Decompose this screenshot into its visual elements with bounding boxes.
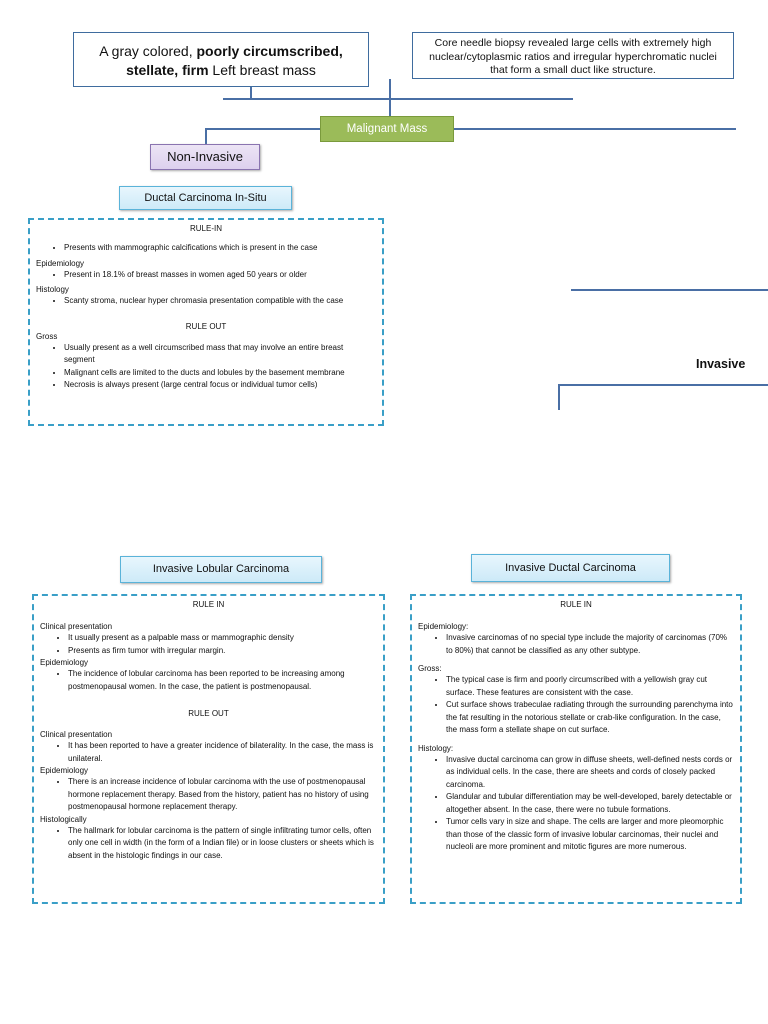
list-item: • Tumor cells vary in size and shape. The cells are larger and more pleomorphic than those of the classic form of invasive lobular carcinomas, their nuclei and nucleoli are more prominent and mitotic figures are more numerous. [446, 816, 734, 854]
case-description-tail: Left breast mass [208, 62, 316, 78]
ilc-rule-out-heading: RULE OUT [188, 709, 229, 718]
dcis-histo-list [36, 295, 376, 308]
ilc-clin2-list [40, 740, 377, 765]
non-invasive-label: Non-Invasive [167, 149, 243, 164]
connector-line [223, 98, 573, 100]
list-item: • There is an increase incidence of lobular carcinoma with the use of postmenopausal hormone replacement therapy. Based from the history, patient has no history of using postmenopausal hormone replacement therapy. [68, 776, 377, 814]
idc-label: Invasive Ductal Carcinoma [505, 562, 636, 574]
list-item: • Scanty stroma, nuclear hyper chromasia presentation compatible with the case [64, 295, 376, 308]
ilc-epi-heading: Epidemiology [40, 658, 89, 667]
list-item: • Glandular and tubular differentiation may be well-developed, barely detectable or altogether absent. In the case, there were no tubule formations. [446, 791, 734, 816]
list-item: • The incidence of lobular carcinoma has been reported to be increasing among postmenopausal women. In the case, the patient is postmenopausal. [68, 668, 377, 693]
dcis-histo-heading: Histology [36, 285, 69, 294]
idc-gross-list [418, 674, 734, 737]
ilc-node [120, 556, 322, 583]
ilc-clin-heading: Clinical presentation [40, 622, 113, 631]
ilc-rule-in-heading: RULE IN [192, 600, 225, 609]
ilc-clin2-heading: Clinical presentation [40, 730, 113, 739]
case-description-box [73, 32, 369, 87]
list-item: • The typical case is firm and poorly circumscribed with a yellowish gray cut surface. These features are consistent with the case. [446, 674, 734, 699]
list-item: • It usually present as a palpable mass or mammographic density [68, 632, 377, 645]
idc-histo-list [418, 754, 734, 854]
biopsy-finding-box [412, 32, 734, 79]
ilc-epi2-list [40, 776, 377, 814]
dcis-epi-heading: Epidemiology [36, 258, 85, 268]
dcis-gross-heading: Gross [36, 331, 58, 341]
ilc-histo-heading: Histologically [40, 814, 87, 824]
malignant-mass-label: Malignant Mass [346, 123, 428, 135]
idc-epi-list [418, 632, 734, 657]
list-item: • Malignant cells are limited to the ducts and lobules by the basement membrane [64, 367, 376, 380]
case-description-bold: poorly circumscribed, stellate, firm [126, 43, 343, 78]
dcis-panel [28, 218, 384, 426]
invasive-label: Invasive [696, 357, 746, 371]
case-description-plain: A gray colored, [99, 43, 197, 59]
idc-rule-in-heading: RULE IN [560, 600, 592, 609]
dcis-rule-in-list [36, 242, 376, 255]
list-item: • Usually present as a well circumscribed mass that may involve an entire breast segment [64, 342, 376, 367]
ilc-histo-list [40, 825, 377, 863]
list-item: • Presents with mammographic calcifications which is present in the case [64, 242, 376, 255]
non-invasive-node [150, 144, 260, 170]
connector-line [571, 289, 768, 291]
ilc-clin-list [40, 632, 377, 657]
malignant-mass-node [320, 116, 454, 142]
list-item: • Cut surface shows trabeculae radiating through the surrounding parenchyma into the fat resulting in the notorious stellate or crab-like configuration. In the case, the mass form a stellate shape on cut surface. [446, 699, 734, 737]
list-item: • Present in 18.1% of breast masses in women aged 50 years or older [64, 269, 376, 282]
connector-line [558, 384, 768, 386]
idc-epi-heading: Epidemiology: [418, 622, 469, 631]
connector-line [389, 79, 391, 117]
dcis-epi-list [36, 269, 376, 282]
ilc-label: Invasive Lobular Carcinoma [152, 563, 290, 575]
list-item: • Invasive ductal carcinoma can grow in diffuse sheets, well-defined nests cords or as individual cells. In the case, there are sheets and cords of closely packed carcinoma. [446, 754, 734, 792]
idc-histo-heading: Histology: [418, 743, 454, 753]
biopsy-finding-text: Core needle biopsy revealed large cells with extremely high nuclear/cytoplasmic ratios and irregular hyperchromatic nuclei that form a small duct like structure. [429, 37, 717, 76]
connector-line [454, 128, 736, 130]
list-item: • Presents as firm tumor with irregular margin. [68, 645, 377, 658]
ilc-epi-list [40, 668, 377, 693]
ilc-panel [32, 594, 385, 904]
idc-gross-heading: Gross: [418, 664, 442, 673]
dcis-gross-list [36, 342, 376, 392]
list-item: • The hallmark for lobular carcinoma is the pattern of single infiltrating tumor cells, often only one cell in width (in the form of a Indian file) or in loose clusters or sheets which is absent in the histologic findings in our case. [68, 825, 377, 863]
dcis-node [119, 186, 292, 210]
list-item: • Necrosis is always present (large central focus or individual tumor cells) [64, 379, 376, 392]
dcis-label: Ductal Carcinoma In-Situ [144, 192, 267, 204]
dcis-rule-in-heading: RULE-IN [189, 224, 222, 233]
idc-panel [410, 594, 742, 904]
dcis-rule-out-heading: RULE OUT [185, 321, 227, 331]
list-item: • It has been reported to have a greater incidence of bilaterality. In the case, the mass is unilateral. [68, 740, 377, 765]
ilc-epi2-heading: Epidemiology [40, 766, 89, 775]
idc-node [471, 554, 670, 582]
connector-line [205, 128, 321, 130]
connector-line [558, 384, 560, 410]
list-item: • Invasive carcinomas of no special type include the majority of carcinomas (70% to 80%) that cannot be classified as any other subtype. [446, 632, 734, 657]
